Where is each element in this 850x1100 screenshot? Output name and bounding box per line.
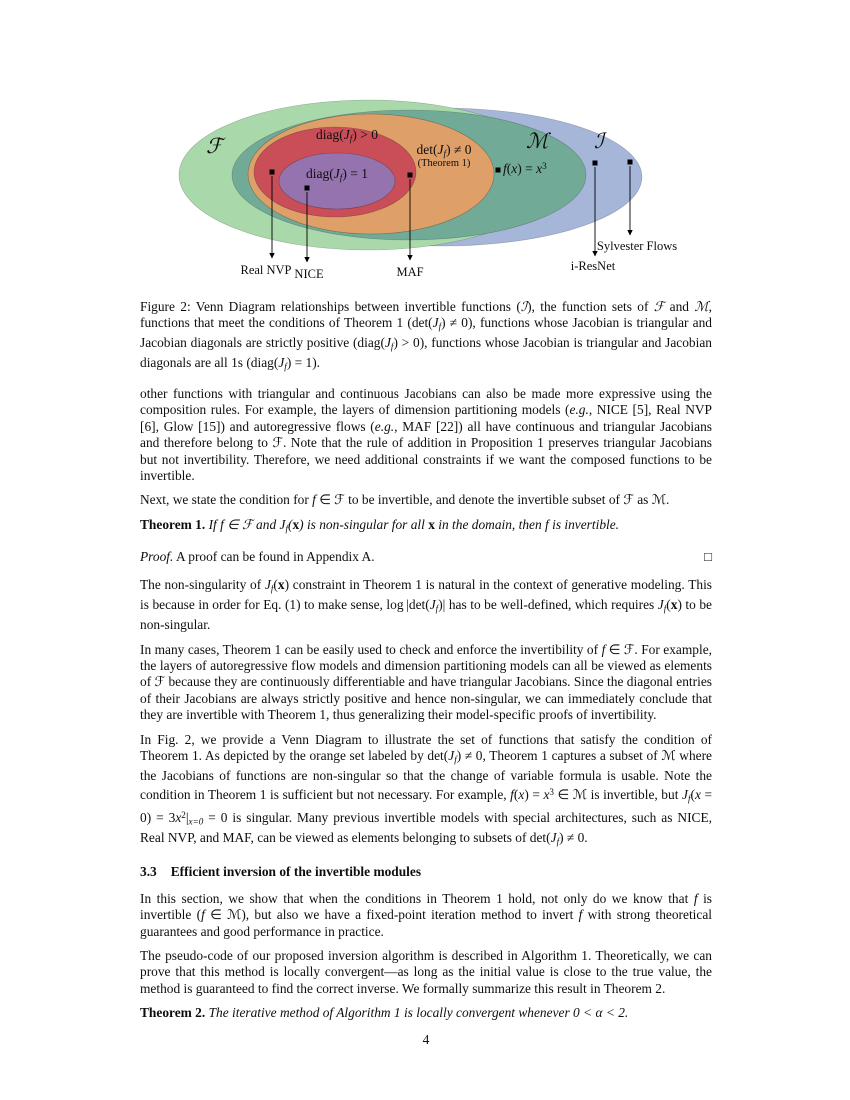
section-number: 3.3 — [140, 864, 157, 880]
set-label-I: ℐ — [594, 129, 604, 153]
marker-fx-cubed — [496, 168, 501, 173]
marker-sylvester-flows — [628, 160, 633, 165]
figure-caption: Figure 2: Venn Diagram relationships between invertible functions (ℐ), the function sets of ℱ and ℳ, functions that meet the conditions of Theorem 1 (det(Jf) ≠ 0), functions whose Jacobian is triangular and Jacobian diagonals are strictly positive (diag(Jf) > 0), functions whose Jacobian is triangular and Jacobian diagonals are all 1s (diag(Jf) = 1). — [140, 299, 713, 372]
marker-nice — [305, 186, 310, 191]
body-paragraph-6: In this section, we show that when the conditions in Theorem 1 hold, not only do we know that f is invertible (f ∈ ℳ), but also we have a fixed-point iteration method to invert f with strong theoretical guarantees and good performance in practice. — [140, 890, 712, 939]
annotation-nice: NICE — [294, 267, 324, 281]
marker-maf — [408, 173, 413, 178]
proof — [140, 549, 712, 565]
label-fx-cubed: $f(x) = x^3$ — [503, 161, 547, 177]
label-det-nonzero: det(Jf) ≠ 0 — [416, 142, 472, 159]
marker-real-nvp — [270, 170, 275, 175]
body-paragraph-7: The pseudo-code of our proposed inversion algorithm is described in Algorithm 1. Theoretically, we can prove that this method is locally convergent—as long as the initial value is close to the true value, the method is guaranteed to find the correct inverse. We formally summarize this result in Theorem 2. — [140, 947, 712, 996]
proof-text: Proof. A proof can be found in Appendix A. — [140, 548, 375, 564]
qed-box: □ — [704, 548, 712, 564]
body-paragraph-1: other functions with triangular and continuous Jacobians can also be made more expressive using the composition rules. For example, the layers of dimension partitioning models (e.g., NICE [5], Real NVP [6], Glow [15]) and autoregressive flows (e.g., MAF [22]) all have continuous and triangular Jacobians and therefore belong to ℱ. Note that the rule of addition in Proposition 1 preserves triangular Jacobians but not invertibility. Therefore, we need additional constraints if we want the composed functions to be invertible. — [140, 386, 712, 484]
body-text — [140, 386, 712, 1030]
page-number: 4 — [422, 1032, 430, 1047]
label-theorem1-note: (Theorem 1) — [417, 158, 471, 169]
body-paragraph-5: In Fig. 2, we provide a Venn Diagram to illustrate the set of functions that satisfy the condition of Theorem 1. As depicted by the orange set labeled by det(Jf) ≠ 0, Theorem 1 captures a subset of ℳ where the Jacobians of functions are non-singular so that the change of variable formula is usable. Note the condition in Theorem 1 is sufficient but not necessary. For example, $f(x) = x^3$ ∈ ℳ is invertible, but $Jf(x = 0) = 3x^2|x=0 = 0$ is singular. Many previous invertible models with special architectures, such as NICE, Real NVP, and MAF, can be viewed as elements belonging to subsets of det(Jf) ≠ 0. — [140, 731, 712, 847]
label-diag-positive: diag(Jf) > 0 — [316, 127, 378, 144]
venn-diagram-figure — [0, 0, 850, 300]
annotation-real-nvp: Real NVP — [240, 263, 292, 277]
section-heading-3-3 — [140, 864, 712, 880]
body-paragraph-2: Next, we state the condition for f ∈ ℱ to be invertible, and denote the invertible subset of ℱ as ℳ. — [140, 492, 670, 508]
marker-iresnet — [593, 161, 598, 166]
annotation-sylvester-flows: Sylvester Flows — [596, 239, 678, 253]
set-label-F: ℱ — [206, 134, 223, 158]
set-label-M: ℳ — [526, 129, 549, 153]
label-diag-one: diag(Jf) = 1 — [306, 166, 368, 183]
annotation-maf: MAF — [396, 265, 424, 279]
body-paragraph-3: The non-singularity of Jf(x) constraint in Theorem 1 is natural in the context of generative modeling. This is because in order for Eq. (1) to make sense, log |det(Jf)| has to be well-defined, which requires Jf(x) to be non-singular. — [140, 577, 713, 633]
theorem-1: Theorem 1. If f ∈ ℱ and Jf(x) is non-singular for all x in the domain, then f is invertible. — [140, 516, 620, 534]
body-paragraph-4: In many cases, Theorem 1 can be easily used to check and enforce the invertibility of f ∈ ℱ. For example, the layers of autoregressive flow models and dimension partitioning models can all be viewed as elements of ℱ because they are continuously differentiable and have triangular Jacobians. Since the diagonal entries of their Jacobians are always strictly positive and hence non-singular, we can immediately conclude that they are invertible with Theorem 1, thus generalizing their model-specific proofs of invertibility. — [140, 641, 712, 723]
annotation-iresnet: i-ResNet — [570, 259, 616, 273]
theorem-2: Theorem 2. The iterative method of Algorithm 1 is locally convergent whenever 0 < α < 2. — [140, 1005, 629, 1021]
section-title: Efficient inversion of the invertible modules — [170, 864, 422, 880]
